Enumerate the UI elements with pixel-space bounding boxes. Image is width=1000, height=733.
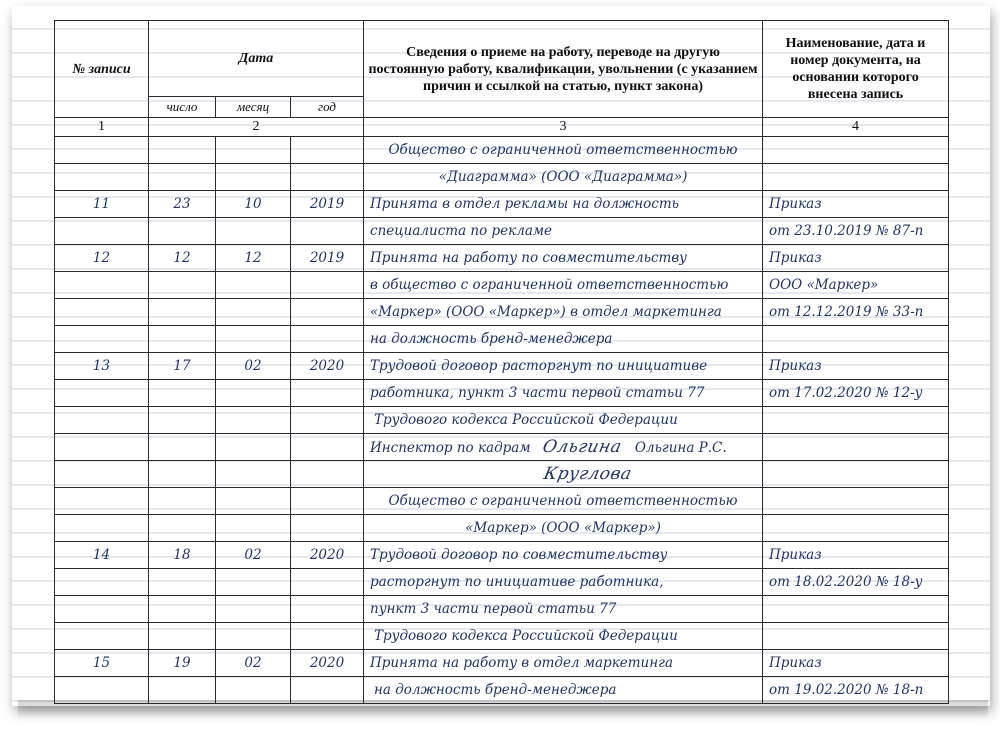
record-number-cell	[55, 434, 149, 461]
month-cell	[216, 299, 291, 326]
document-cell: от 23.10.2019 № 87-п	[763, 218, 949, 245]
day-cell: 17	[149, 353, 216, 380]
month-cell	[216, 272, 291, 299]
day-cell	[149, 380, 216, 407]
record-number-cell: 15	[55, 650, 149, 677]
info-cell: Общество с ограниченной ответственностью	[364, 137, 763, 164]
record-number-cell	[55, 380, 149, 407]
year-cell: 2019	[291, 245, 364, 272]
record-number-cell	[55, 164, 149, 191]
document-cell	[763, 434, 949, 461]
month-cell	[216, 164, 291, 191]
table-row	[55, 623, 949, 650]
col-header-year: год	[291, 97, 364, 118]
col-header-day: число	[149, 97, 216, 118]
month-cell: 02	[216, 650, 291, 677]
day-cell	[149, 407, 216, 434]
col-header-record-number: № записи	[55, 21, 149, 118]
table-row	[55, 650, 949, 677]
record-number-cell: 11	[55, 191, 149, 218]
document-cell	[763, 164, 949, 191]
handwritten-signature: Круглова	[542, 464, 634, 484]
info-cell: Трудового кодекса Российской Федерации	[364, 623, 763, 650]
document-cell: от 18.02.2020 № 18-у	[763, 569, 949, 596]
month-cell	[216, 326, 291, 353]
info-cell: Общество с ограниченной ответственностью	[364, 488, 763, 515]
document-cell	[763, 407, 949, 434]
year-cell: 2019	[291, 191, 364, 218]
info-cell: Трудового кодекса Российской Федерации	[364, 407, 763, 434]
table-row	[55, 218, 949, 245]
record-number-cell: 14	[55, 542, 149, 569]
document-cell: Приказ	[763, 191, 949, 218]
table-row	[55, 353, 949, 380]
year-cell: 2020	[291, 542, 364, 569]
year-cell	[291, 677, 364, 704]
day-cell: 23	[149, 191, 216, 218]
year-cell	[291, 461, 364, 488]
col-header-document: Наименование, дата и номер документа, на основании которого внесена запись	[763, 21, 949, 118]
record-number-cell	[55, 299, 149, 326]
table-row	[55, 569, 949, 596]
record-number-cell: 12	[55, 245, 149, 272]
document-cell	[763, 326, 949, 353]
document-cell	[763, 623, 949, 650]
day-cell	[149, 677, 216, 704]
month-cell: 02	[216, 542, 291, 569]
month-cell: 10	[216, 191, 291, 218]
year-cell	[291, 299, 364, 326]
table-row	[55, 434, 949, 461]
col-header-date: Дата	[149, 21, 364, 97]
document-cell: Приказ	[763, 353, 949, 380]
table-row	[55, 137, 949, 164]
info-cell: «Диаграмма» (ООО «Диаграмма»)	[364, 164, 763, 191]
record-number-cell: 13	[55, 353, 149, 380]
year-cell	[291, 164, 364, 191]
info-cell: специалиста по рекламе	[364, 218, 763, 245]
document-cell: от 17.02.2020 № 12-у	[763, 380, 949, 407]
info-cell	[364, 434, 763, 461]
day-cell: 18	[149, 542, 216, 569]
year-cell	[291, 407, 364, 434]
table-row	[55, 542, 949, 569]
month-cell	[216, 488, 291, 515]
year-cell	[291, 380, 364, 407]
document-cell	[763, 515, 949, 542]
day-cell	[149, 434, 216, 461]
signatory-name: Ольгина Р.С.	[634, 440, 727, 456]
table-row	[55, 515, 949, 542]
year-cell	[291, 596, 364, 623]
day-cell	[149, 272, 216, 299]
record-number-cell	[55, 218, 149, 245]
table-row	[55, 380, 949, 407]
document-cell	[763, 137, 949, 164]
info-cell: Трудовой договор расторгнут по инициативе	[364, 353, 763, 380]
day-cell	[149, 488, 216, 515]
month-cell	[216, 677, 291, 704]
info-cell: Принята на работу в отдел маркетинга	[364, 650, 763, 677]
day-cell: 12	[149, 245, 216, 272]
col-header-info: Сведения о приеме на работу, переводе на другую постоянную работу, квалификации, увольнении (с указанием причин и ссылкой на статью, пункт закона)	[364, 21, 763, 118]
day-cell	[149, 596, 216, 623]
year-cell	[291, 272, 364, 299]
year-cell	[291, 515, 364, 542]
table-row	[55, 461, 949, 488]
document-cell: Приказ	[763, 245, 949, 272]
day-cell	[149, 137, 216, 164]
year-cell: 2020	[291, 650, 364, 677]
record-number-cell	[55, 272, 149, 299]
day-cell	[149, 299, 216, 326]
day-cell	[149, 515, 216, 542]
info-cell: «Маркер» (ООО «Маркер») в отдел маркетинга	[364, 299, 763, 326]
day-cell	[149, 569, 216, 596]
month-cell	[216, 380, 291, 407]
info-cell: Принята на работу по совместительству	[364, 245, 763, 272]
year-cell	[291, 488, 364, 515]
table-row	[55, 596, 949, 623]
day-cell	[149, 326, 216, 353]
month-cell	[216, 569, 291, 596]
document-cell	[763, 596, 949, 623]
info-cell: «Маркер» (ООО «Маркер»)	[364, 515, 763, 542]
day-cell	[149, 164, 216, 191]
day-cell	[149, 461, 216, 488]
month-cell: 02	[216, 353, 291, 380]
table-row	[55, 488, 949, 515]
month-cell	[216, 515, 291, 542]
work-record-table	[54, 20, 949, 704]
info-cell: Трудовой договор по совместительству	[364, 542, 763, 569]
day-cell: 19	[149, 650, 216, 677]
document-cell: ООО «Маркер»	[763, 272, 949, 299]
document-cell: от 12.12.2019 № 33-п	[763, 299, 949, 326]
table-row	[55, 677, 949, 704]
year-cell	[291, 569, 364, 596]
record-number-cell	[55, 137, 149, 164]
month-cell	[216, 407, 291, 434]
record-number-cell	[55, 677, 149, 704]
document-cell: Приказ	[763, 542, 949, 569]
table-row	[55, 245, 949, 272]
month-cell	[216, 596, 291, 623]
col-number-1: 1	[55, 118, 149, 137]
year-cell	[291, 218, 364, 245]
year-cell	[291, 623, 364, 650]
month-cell	[216, 218, 291, 245]
month-cell	[216, 461, 291, 488]
month-cell	[216, 623, 291, 650]
month-cell	[216, 137, 291, 164]
record-number-cell	[55, 488, 149, 515]
info-cell	[364, 461, 763, 488]
month-cell	[216, 434, 291, 461]
document-cell: от 19.02.2020 № 18-п	[763, 677, 949, 704]
col-number-2: 2	[149, 118, 364, 137]
info-cell: работника, пункт 3 части первой статьи 77	[364, 380, 763, 407]
record-number-cell	[55, 515, 149, 542]
year-cell: 2020	[291, 353, 364, 380]
year-cell	[291, 326, 364, 353]
info-cell: расторгнут по инициативе работника,	[364, 569, 763, 596]
table-row	[55, 299, 949, 326]
record-number-cell	[55, 326, 149, 353]
month-cell: 12	[216, 245, 291, 272]
document-cell	[763, 461, 949, 488]
handwritten-signature: Ольгина	[540, 437, 624, 457]
info-cell: пункт 3 части первой статьи 77	[364, 596, 763, 623]
document-cell	[763, 488, 949, 515]
col-number-3: 3	[364, 118, 763, 137]
table-row	[55, 164, 949, 191]
table-row	[55, 326, 949, 353]
info-cell: на должность бренд-менеджера	[364, 326, 763, 353]
record-number-cell	[55, 596, 149, 623]
year-cell	[291, 137, 364, 164]
info-text: Инспектор по кадрам	[370, 440, 531, 456]
record-number-cell	[55, 569, 149, 596]
col-header-month: месяц	[216, 97, 291, 118]
info-cell: Принята в отдел рекламы на должность	[364, 191, 763, 218]
record-number-cell	[55, 461, 149, 488]
document-cell: Приказ	[763, 650, 949, 677]
info-cell: в общество с ограниченной ответственностью	[364, 272, 763, 299]
table-row	[55, 407, 949, 434]
day-cell	[149, 623, 216, 650]
col-number-4: 4	[763, 118, 949, 137]
table-row	[55, 272, 949, 299]
record-number-cell	[55, 623, 149, 650]
info-cell: на должность бренд-менеджера	[364, 677, 763, 704]
table-row	[55, 191, 949, 218]
day-cell	[149, 218, 216, 245]
year-cell	[291, 434, 364, 461]
record-number-cell	[55, 407, 149, 434]
